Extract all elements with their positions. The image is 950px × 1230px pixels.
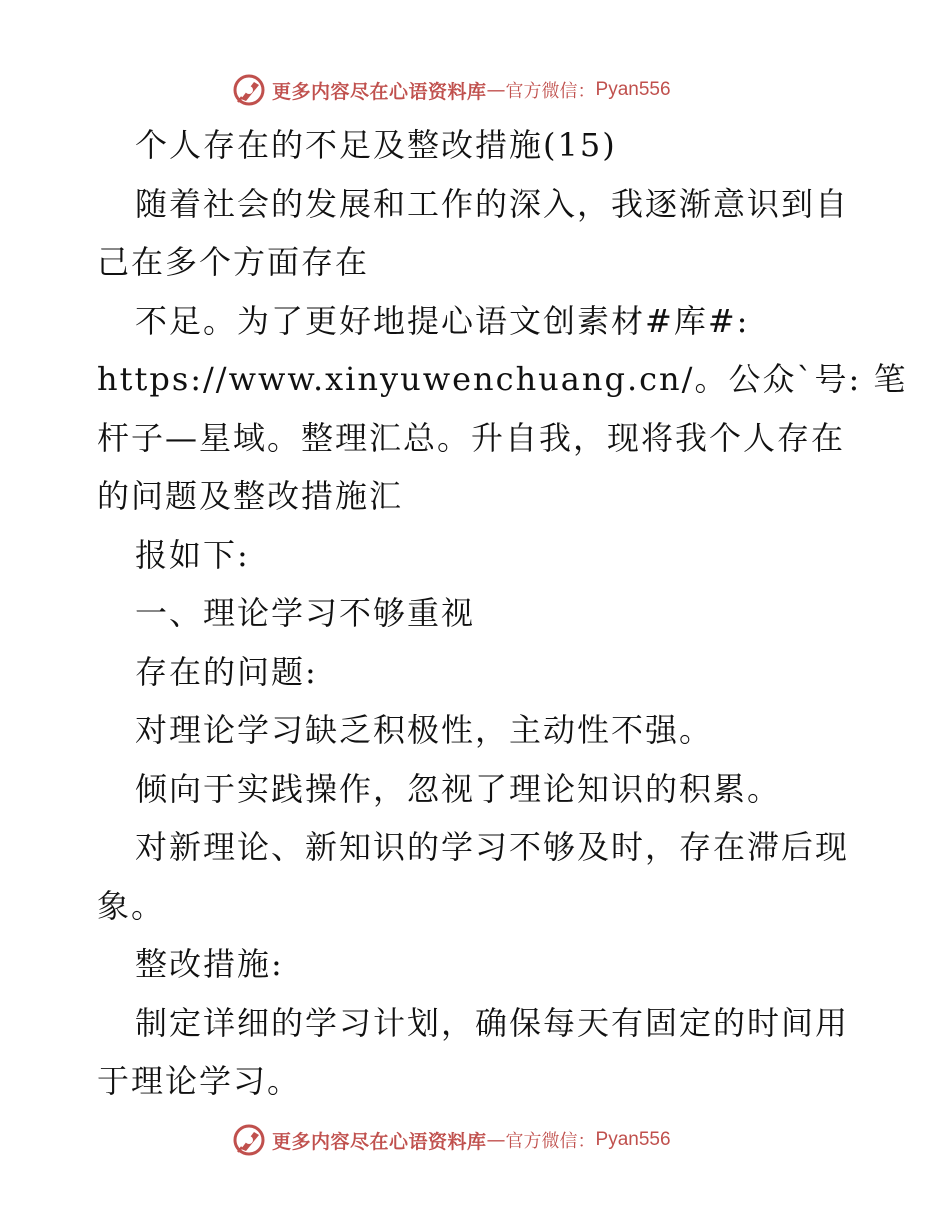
- subheading-measures: 整改措施:: [135, 945, 284, 983]
- footer-banner: [232, 1120, 752, 1160]
- measure-item: 制定详细的学习计划，确保每天有固定的时间用: [135, 1003, 850, 1042]
- subheading-problems: 存在的问题:: [135, 652, 318, 691]
- paragraph-line: 己在多个方面存在: [97, 243, 370, 281]
- banner-dash: —: [486, 79, 506, 101]
- quill-pen-logo-icon: [232, 73, 266, 107]
- banner-text: 更多内容尽在心语资料库: [272, 1130, 487, 1153]
- problem-item-continuation: 象。: [97, 886, 166, 925]
- paragraph-line: 随着社会的发展和工作的深入，我逐渐意识到自: [135, 184, 850, 223]
- problem-item: 对理论学习缺乏积极性，主动性不强。: [135, 711, 714, 749]
- banner-text: 更多内容尽在心语资料库: [272, 80, 487, 103]
- banner-wechat-label: 官方微信：: [505, 81, 596, 102]
- paragraph-line: 的问题及整改措施汇: [97, 477, 404, 515]
- problem-item: 对新理论、新知识的学习不够及时，存在滞后现: [135, 828, 850, 866]
- banner-wechat-label: 官方微信：: [505, 1131, 596, 1152]
- banner-dash: —: [486, 1129, 506, 1151]
- header-banner: [232, 70, 752, 110]
- quill-pen-logo-icon: [232, 1123, 266, 1157]
- document-body: [97, 116, 908, 1111]
- problem-item: 倾向于实践操作，忽视了理论知识的积累。: [135, 769, 782, 808]
- measure-item-continuation: 于理论学习。: [97, 1062, 302, 1100]
- paragraph-line: https://www.xinyuwenchuang.cn/。公众`号: 笔: [97, 360, 908, 398]
- banner-wechat-id: Pyan556: [595, 79, 671, 100]
- paragraph-line: 杆子—星域。整理汇总。升自我，现将我个人存在: [97, 418, 846, 457]
- section-heading: 一、理论学习不够重视: [135, 594, 476, 632]
- banner-wechat-id: Pyan556: [595, 1129, 671, 1150]
- paragraph-line: 报如下:: [135, 535, 250, 574]
- document-title: 个人存在的不足及整改措施(15): [135, 126, 617, 164]
- paragraph-line: 不足。为了更好地提心语文创素材#库#:: [135, 301, 750, 340]
